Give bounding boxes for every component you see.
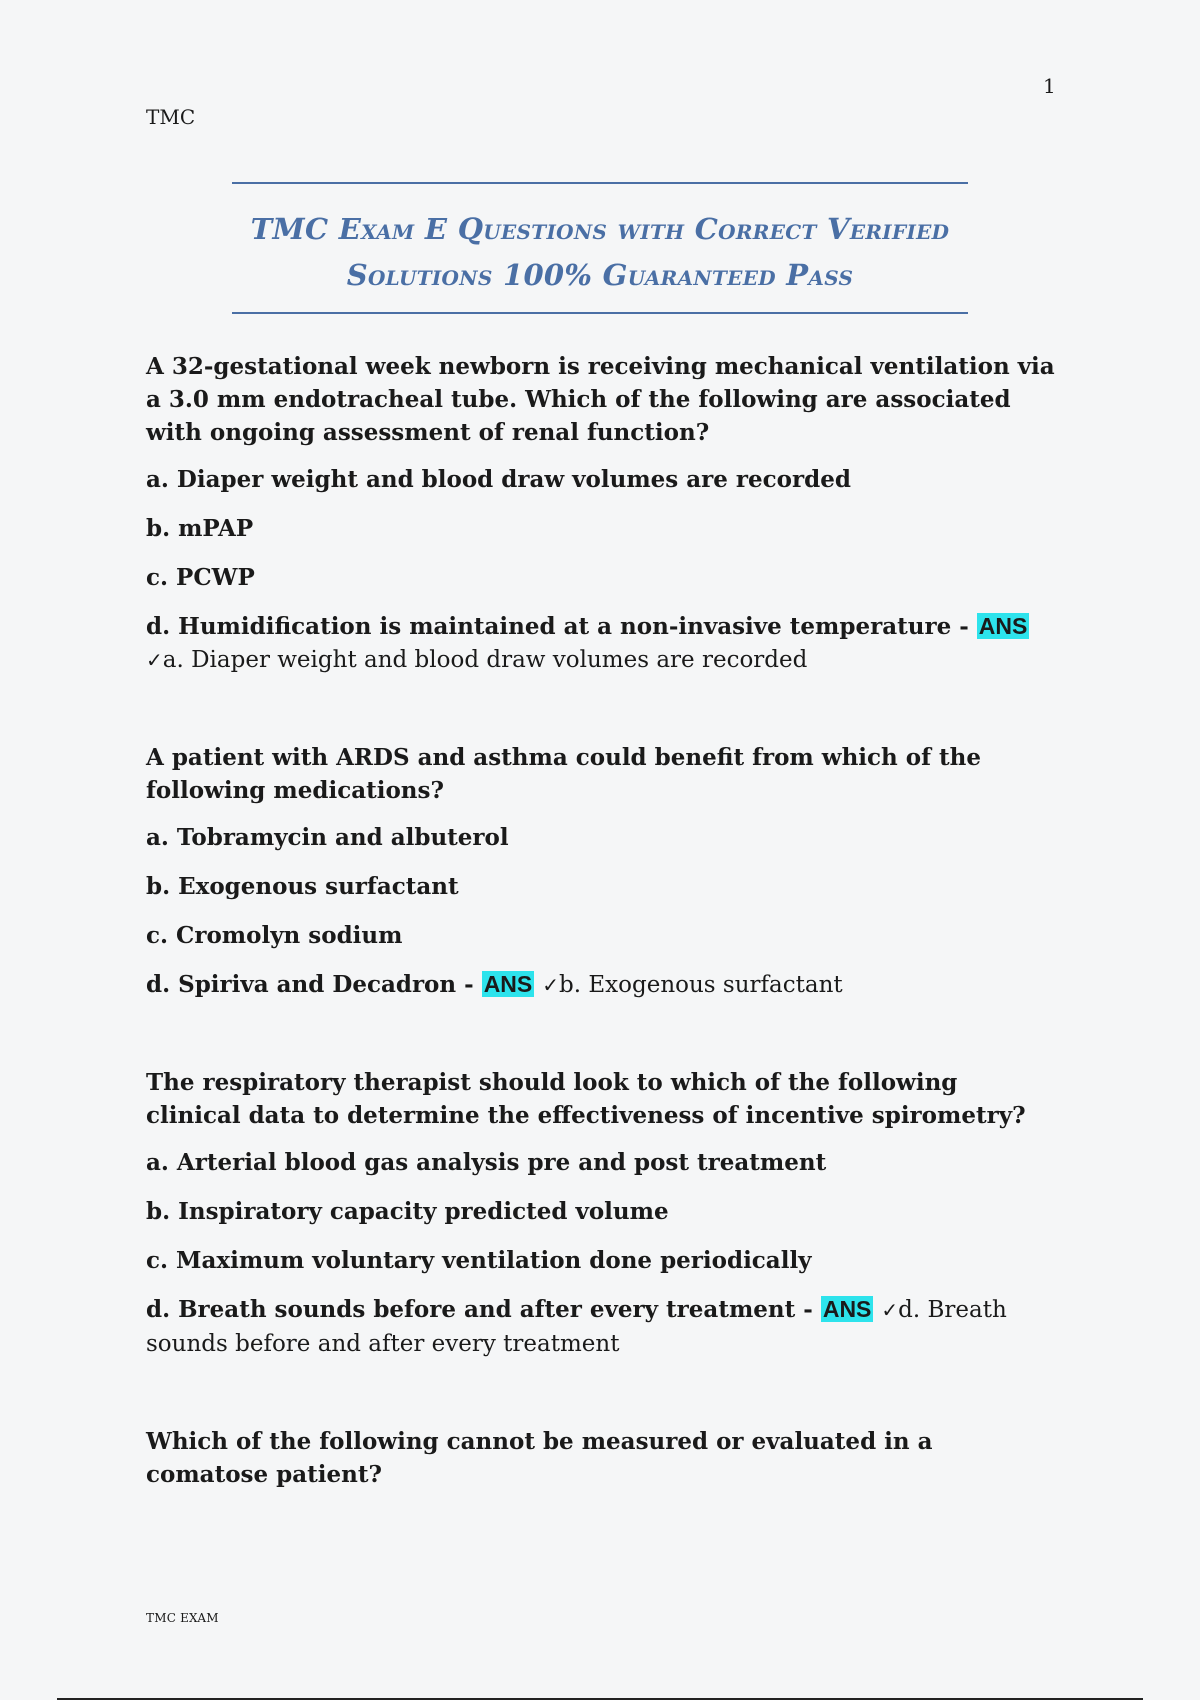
question-block — [146, 1066, 1056, 1361]
option-d-with-answer — [146, 968, 1056, 1002]
document-title — [232, 182, 968, 314]
ans-highlight: ANS — [483, 971, 533, 997]
option-a: a. Diaper weight and blood draw volumes are recorded — [146, 466, 851, 493]
option-a: a. Arterial blood gas analysis pre and post treatment — [146, 1149, 827, 1176]
page-footer: TMC EXAM — [146, 1611, 219, 1625]
question-block — [146, 741, 1056, 1002]
option-b: b. Inspiratory capacity predicted volume — [146, 1198, 669, 1225]
ans-highlight: ANS — [978, 613, 1028, 639]
question-text: The respiratory therapist should look to which of the following clinical data to determine the effectiveness of incentive spirometry? — [146, 1069, 1026, 1129]
option-c: c. Cromolyn sodium — [146, 922, 403, 949]
check-icon: ✓ — [542, 973, 560, 997]
title-line-2: Solutions 100% Guaranteed Pass — [346, 258, 854, 292]
answer-text: a. Diaper weight and blood draw volumes are recorded — [162, 647, 808, 673]
option-b: b. Exogenous surfactant — [146, 873, 459, 900]
ans-highlight: ANS — [822, 1296, 872, 1322]
option-c: c. PCWP — [146, 564, 255, 591]
title-line-1: TMC Exam E Questions with Correct Verified — [250, 212, 950, 246]
option-d: d. Spiriva and Decadron - — [146, 971, 474, 998]
option-a: a. Tobramycin and albuterol — [146, 824, 509, 851]
option-d-with-answer — [146, 1293, 1056, 1361]
check-icon: ✓ — [881, 1298, 899, 1322]
option-c: c. Maximum voluntary ventilation done periodically — [146, 1247, 812, 1274]
question-text: A patient with ARDS and asthma could benefit from which of the following medications? — [146, 744, 981, 804]
page-number: 1 — [1043, 74, 1056, 98]
option-d-with-answer — [146, 610, 1056, 677]
question-text: Which of the following cannot be measured or evaluated in a comatose patient? — [146, 1428, 933, 1488]
answer-text: b. Exogenous surfactant — [559, 972, 843, 998]
check-icon: ✓ — [146, 648, 163, 672]
question-block — [146, 1425, 1056, 1491]
option-d: d. Humidification is maintained at a non-invasive temperature - — [146, 613, 969, 640]
option-b: b. mPAP — [146, 515, 254, 542]
question-list — [146, 350, 1056, 1505]
answer-text: d. Breath sounds before and after every treatment — [146, 1297, 1007, 1357]
option-d: d. Breath sounds before and after every treatment - — [146, 1296, 813, 1323]
question-block — [146, 350, 1056, 677]
question-text: A 32-gestational week newborn is receiving mechanical ventilation via a 3.0 mm endotracheal tube. Which of the following are associated with ongoing assessment of renal function? — [146, 353, 1055, 446]
page-header: TMC — [146, 105, 196, 129]
